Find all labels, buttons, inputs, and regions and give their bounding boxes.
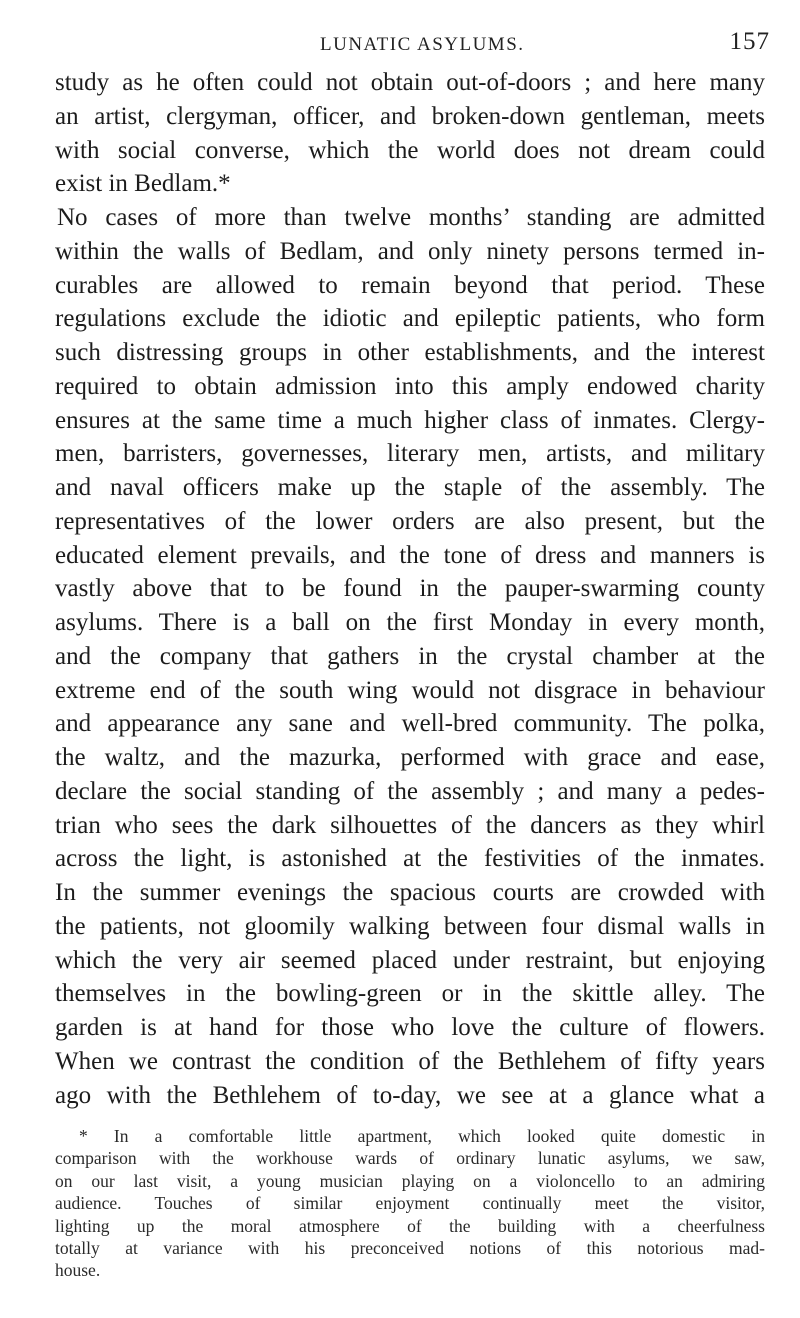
- text-line: ago with the Bethlehem of to-day, we see at a glance what a: [55, 1081, 765, 1109]
- text-line: the patients, not gloomily walking between four dismal walls in: [55, 912, 765, 940]
- text-line: with social converse, which the world does not dream could: [55, 136, 765, 164]
- running-title: LUNATIC ASYLUMS.: [320, 34, 525, 55]
- footnote-line: * In a comfortable little apartment, which looked quite domestic in: [79, 1126, 765, 1146]
- text-line: and naval officers make up the staple of the assembly. The: [55, 474, 765, 501]
- footnote: [55, 1125, 765, 1282]
- text-line: study as he often could not obtain out-of-doors ; and here many: [55, 69, 765, 96]
- footnote-line: audience. Touches of similar enjoyment continually meet the visitor,: [55, 1193, 765, 1214]
- text-line: themselves in the bowling-green or in the skittle alley. The: [55, 980, 765, 1008]
- text-line: within the walls of Bedlam, and only ninety persons termed in-: [55, 237, 765, 265]
- text-line: garden is at hand for those who love the culture of flowers.: [55, 1014, 765, 1041]
- text-line: When we contrast the condition of the Bethlehem of fifty years: [55, 1047, 765, 1075]
- text-line: and appearance any sane and well-bred community. The polka,: [55, 710, 765, 738]
- text-line: such distressing groups in other establishments, and the interest: [55, 339, 765, 366]
- page-number: 157: [729, 28, 770, 55]
- text-line: In the summer evenings the spacious courts are crowded with: [55, 879, 765, 906]
- text-line: curables are allowed to remain beyond that period. These: [55, 271, 765, 299]
- text-line: No cases of more than twelve months’ standing are admitted: [57, 204, 765, 231]
- text-line: regulations exclude the idiotic and epileptic patients, who form: [55, 305, 765, 333]
- text-line: required to obtain admission into this amply endowed charity: [55, 372, 765, 400]
- footnote-line: comparison with the workhouse wards of ordinary lunatic asylums, we saw,: [55, 1148, 765, 1169]
- text-line: men, barristers, governesses, literary men, artists, and military: [55, 440, 765, 468]
- text-line: exist in Bedlam.*: [55, 170, 231, 198]
- footnote-line: lighting up the moral atmosphere of the building with a cheerfulness: [55, 1215, 765, 1236]
- text-line: declare the social standing of the assembly ; and many a pedes-: [55, 777, 765, 805]
- body-text: [55, 66, 765, 1112]
- text-line: extreme end of the south wing would not disgrace in behaviour: [55, 676, 765, 704]
- footnote-line: house.: [55, 1260, 101, 1281]
- text-line: representatives of the lower orders are also present, but the: [55, 507, 765, 535]
- text-line: which the very air seemed placed under restraint, but enjoying: [55, 946, 765, 974]
- text-line: an artist, clergyman, officer, and broken-down gentleman, meets: [55, 102, 765, 130]
- page-header: [0, 26, 800, 56]
- text-line: the waltz, and the mazurka, performed with grace and ease,: [55, 744, 765, 771]
- text-line: ensures at the same time a much higher class of inmates. Clergy-: [55, 406, 765, 434]
- text-line: asylums. There is a ball on the first Monday in every month,: [55, 609, 765, 636]
- text-line: and the company that gathers in the crystal chamber at the: [55, 642, 765, 670]
- text-line: vastly above that to be found in the pauper-swarming county: [55, 575, 765, 603]
- text-line: educated element prevails, and the tone of dress and manners is: [55, 541, 765, 569]
- footnote-line: on our last visit, a young musician playing on a violoncello to an admiring: [55, 1170, 765, 1191]
- text-line: across the light, is astonished at the festivities of the inmates.: [55, 845, 765, 873]
- text-line: trian who sees the dark silhouettes of the dancers as they whirl: [55, 811, 765, 839]
- footnote-line: totally at variance with his preconceived notions of this notorious mad-: [55, 1237, 765, 1258]
